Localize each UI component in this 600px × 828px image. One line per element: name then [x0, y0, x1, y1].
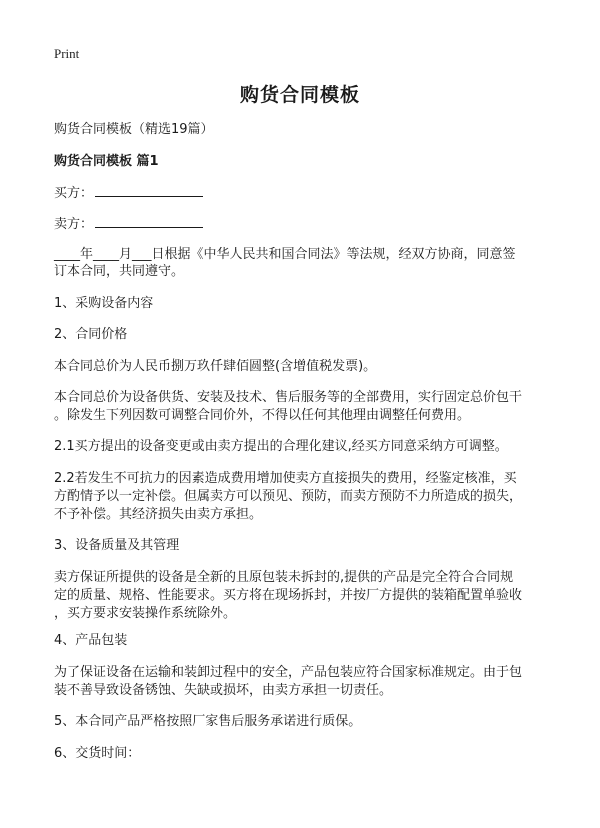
packaging-line-2: 装不善导致设备锈蚀、失缺或损坏，由卖方承担一切责任。 [54, 683, 393, 698]
item-4: 4、产品包装 [54, 633, 128, 648]
seller-field-row [54, 213, 548, 234]
buyer-field-row [54, 182, 548, 203]
clause-2-2-line-2: 方酌情予以一定补偿。但属卖方可以预见、预防，而卖方预防不力所造成的损失， [54, 489, 523, 504]
price-note-line-2: 。除发生下列因数可调整合同价外，不得以任何其他理由调整任何费用。 [54, 408, 471, 423]
quality-line-1: 卖方保证所提供的设备是全新的且原包装未拆封的,提供的产品是完全符合合同规 [54, 570, 514, 585]
section-heading: 购货合同模板 篇1 [54, 154, 159, 169]
packaging-line-1: 为了保证设备在运输和装卸过程中的安全，产品包装应符合国家标准规定。由于包 [54, 665, 523, 680]
seller-blank [95, 213, 203, 228]
buyer-label: 买方： [54, 186, 94, 201]
document-title: 购货合同模板 [239, 84, 360, 106]
buyer-blank [95, 182, 203, 197]
price-note-line-1: 本合同总价为设备供货、安装及技术、售后服务等的全部费用，实行固定总价包干 [54, 390, 523, 405]
print-link[interactable]: Print [54, 46, 80, 61]
item-1: 1、采购设备内容 [54, 296, 154, 311]
intro-line-2: 订本合同，共同遵守。 [54, 264, 185, 279]
clause-2-1: 2.1买方提出的设备变更或由卖方提出的合理化建议,经买方同意采纳方可调整。 [54, 439, 508, 454]
price-total: 本合同总价为人民币捌万玖仟肆佰圆整(含增值税发票)。 [54, 359, 377, 374]
item-3: 3、设备质量及其管理 [54, 538, 180, 553]
seller-label: 卖方： [54, 217, 94, 232]
clause-2-2-line-3: 不予补偿。其经济损失由卖方承担。 [54, 507, 263, 522]
item-2: 2、合同价格 [54, 327, 128, 342]
clause-2-2-line-1: 2.2若发生不可抗力的因素造成费用增加使卖方直接损失的费用，经鉴定核准，买 [54, 471, 517, 486]
quality-line-2: 定的质量、规格、性能要求。买方将在现场拆封，并按厂方提供的装箱配置单验收 [54, 588, 523, 603]
item-5: 5、本合同产品严格按照厂家售后服务承诺进行质保。 [54, 714, 362, 729]
quality-line-3: ，买方要求安装操作系统除外。 [54, 606, 237, 621]
document-subtitle: 购货合同模板（精选19篇） [54, 122, 214, 137]
intro-line-1: ____年____月___日根据《中华人民共和国合同法》等法规，经双方协商，同意签 [54, 247, 516, 262]
item-6: 6、交货时间： [54, 746, 141, 761]
